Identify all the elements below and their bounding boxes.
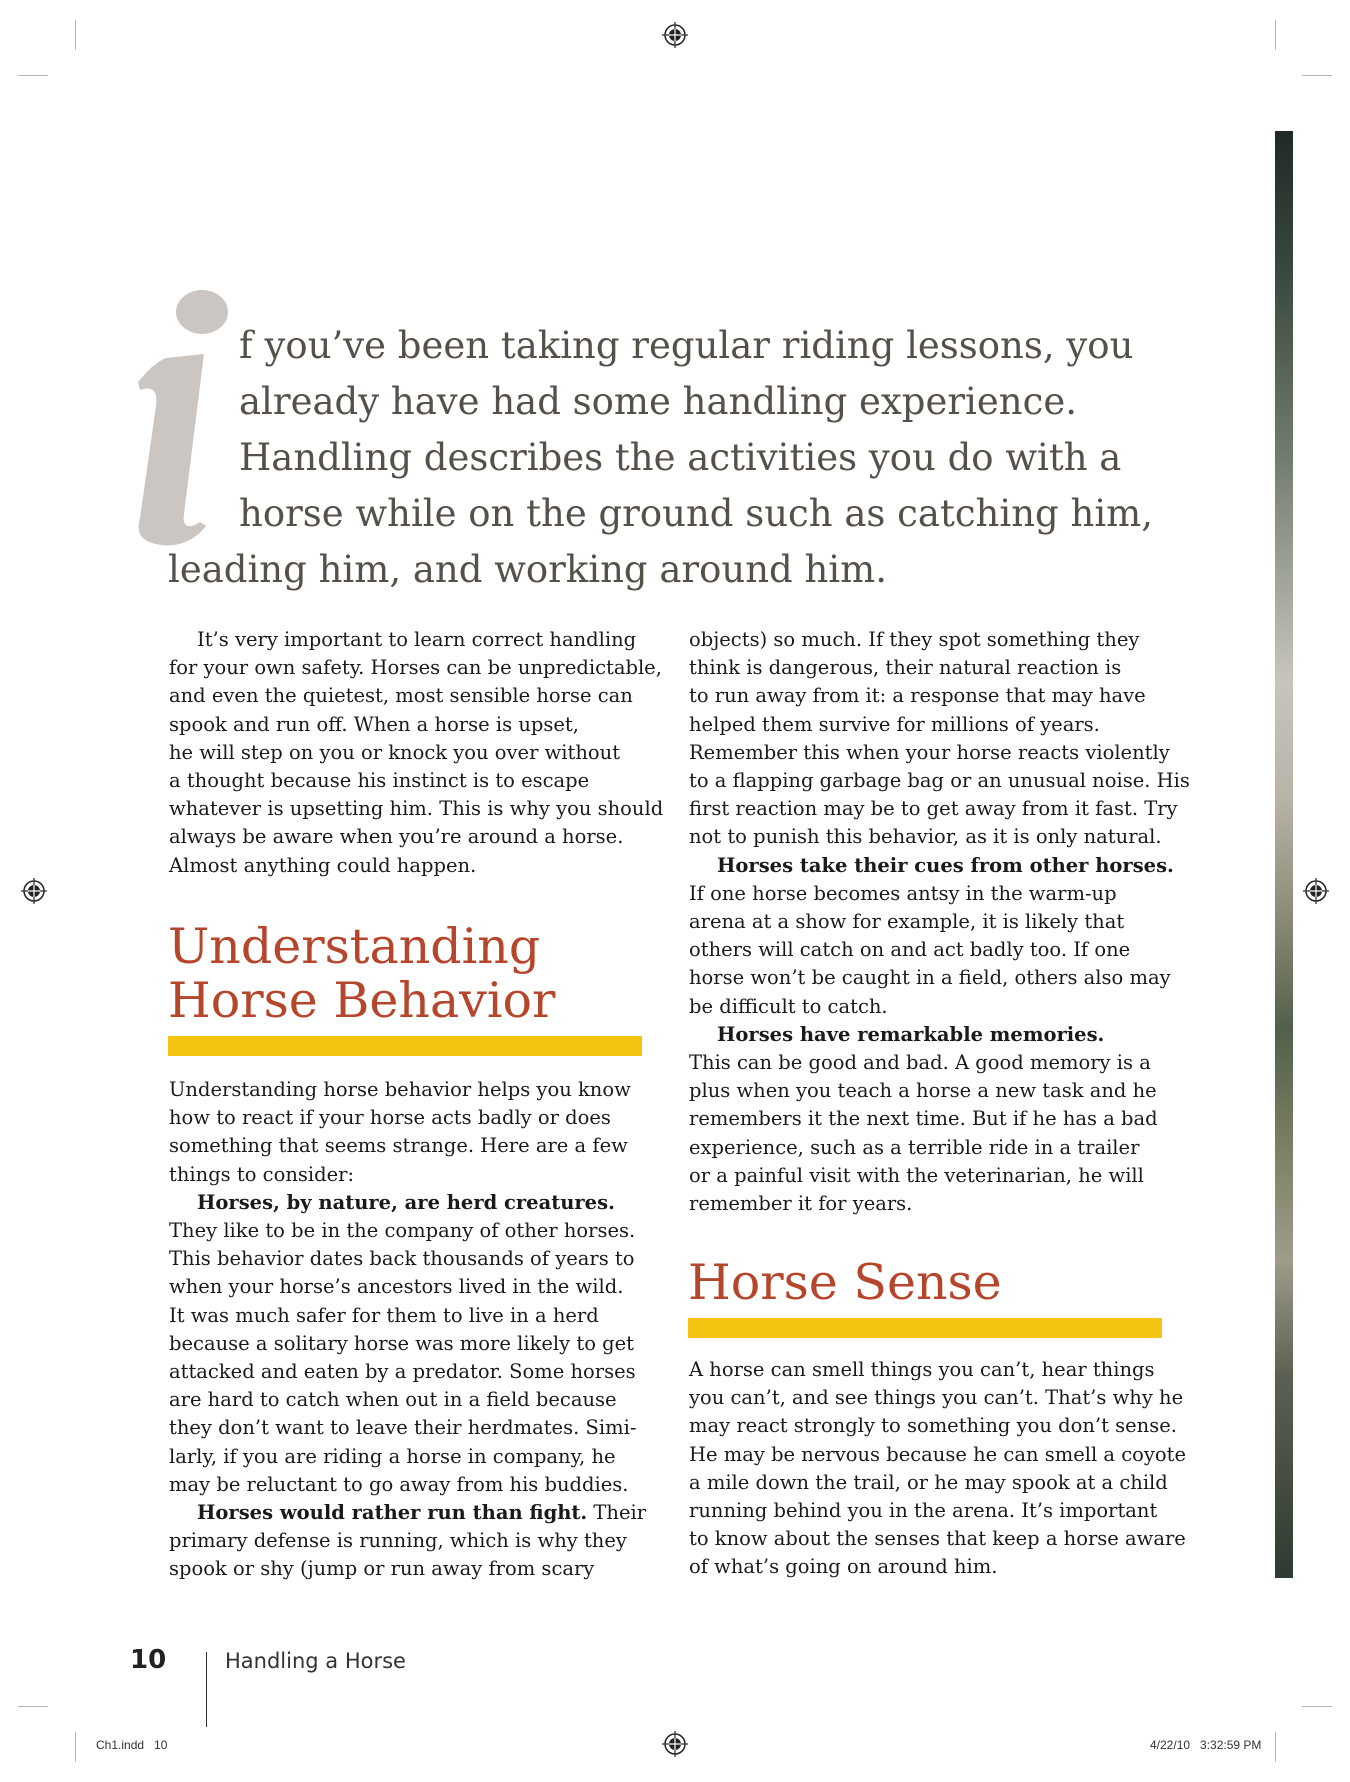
bold-lead: Horses have remarkable memories.	[717, 1022, 1105, 1046]
intro-line: leading him, and working around him.	[168, 548, 887, 591]
body-line: remembers it the next time. But if he has a bad	[689, 1107, 1158, 1131]
page-number: 10	[130, 1645, 167, 1675]
body-line: not to punish this behavior, as it is only natural.	[689, 825, 1162, 849]
left-column-bottom	[169, 1076, 646, 1584]
registration-mark-icon	[662, 1731, 688, 1757]
crop-mark	[1302, 1706, 1332, 1707]
footer-divider	[206, 1652, 207, 1727]
bold-lead: Horses would rather run than fight.	[197, 1501, 588, 1525]
body-line: objects) so much. If they spot something they	[689, 628, 1140, 651]
crop-mark	[18, 75, 48, 76]
lead-tail: Their	[587, 1501, 647, 1525]
body-line: Understanding horse behavior helps you know	[169, 1078, 631, 1101]
crop-mark	[75, 20, 76, 50]
body-line: may react strongly to something you don’t sense.	[689, 1414, 1177, 1438]
registration-mark-icon	[21, 878, 47, 904]
body-line: whatever is upsetting him. This is why you should	[169, 797, 664, 821]
body-line: primary defense is running, which is why they	[169, 1529, 627, 1553]
body-line: A horse can smell things you can’t, hear things	[689, 1358, 1155, 1381]
body-line: be difficult to catch.	[689, 994, 888, 1018]
heading-line: Horse Behavior	[168, 972, 556, 1029]
crop-mark	[1302, 75, 1332, 76]
right-column-bottom	[689, 1356, 1186, 1582]
body-line: remember it for years.	[689, 1192, 913, 1216]
heading-line: Understanding	[168, 918, 541, 975]
body-line: because a solitary horse was more likely to get	[169, 1331, 635, 1355]
bold-lead: Horses, by nature, are herd creatures.	[197, 1190, 615, 1214]
intro-paragraph	[168, 318, 1153, 598]
intro-line: f you’ve been taking regular riding lessons, you	[239, 324, 1134, 367]
body-line: to a flapping garbage bag or an unusual noise. His	[689, 769, 1190, 793]
body-line: think is dangerous, their natural reaction is	[689, 656, 1122, 680]
intro-line: already have had some handling experience.	[239, 380, 1077, 423]
body-line: It was much safer for them to live in a herd	[169, 1303, 599, 1327]
slug-date-info: 4/22/10 3:32:59 PM	[1150, 1738, 1262, 1752]
body-line: They like to be in the company of other horses.	[169, 1219, 636, 1243]
intro-line: Handling describes the activities you do with a	[239, 436, 1122, 479]
right-column-top	[689, 626, 1190, 1218]
body-line: of what’s going on around him.	[689, 1555, 998, 1579]
registration-mark-icon	[1303, 878, 1329, 904]
body-line: spook or shy (jump or run away from scary	[169, 1557, 595, 1581]
body-line: He may be nervous because he can smell a coyote	[689, 1442, 1187, 1466]
section-heading-horse-behavior	[168, 920, 555, 1028]
section-heading-horse-sense: Horse Sense	[688, 1254, 1002, 1311]
bold-lead: Horses take their cues from other horses.	[717, 853, 1174, 877]
body-line: always be aware when you’re around a horse.	[169, 825, 624, 849]
body-line: for your own safety. Horses can be unpredictable,	[169, 656, 662, 680]
body-line-lead	[169, 1499, 646, 1527]
body-line: experience, such as a terrible ride in a trailer	[689, 1135, 1140, 1159]
body-line-lead	[689, 1021, 1190, 1049]
body-line: when your horse’s ancestors lived in the wild.	[169, 1275, 624, 1299]
body-line: how to react if your horse acts badly or does	[169, 1106, 611, 1130]
crop-mark	[75, 1732, 76, 1762]
registration-mark-icon	[662, 22, 688, 48]
body-line: first reaction may be to get away from it fast. Try	[689, 797, 1178, 821]
body-line: This can be good and bad. A good memory is a	[689, 1051, 1151, 1075]
crop-mark	[1275, 20, 1276, 50]
body-line: If one horse becomes antsy in the warm-up	[689, 881, 1117, 905]
body-line: arena at a show for example, it is likely that	[689, 910, 1125, 934]
body-line: others will catch on and act badly too. If one	[689, 938, 1131, 962]
body-line: horse won’t be caught in a field, others also may	[689, 966, 1171, 990]
body-line: helped them survive for millions of years.	[689, 712, 1100, 736]
body-line: they don’t want to leave their herdmates. Simi-	[169, 1416, 637, 1440]
body-line: something that seems strange. Here are a few	[169, 1134, 628, 1158]
body-line: larly, if you are riding a horse in company, he	[169, 1444, 616, 1468]
body-line: This behavior dates back thousands of years to	[169, 1247, 635, 1271]
body-line: spook and run off. When a horse is upset,	[169, 712, 579, 736]
body-line: Almost anything could happen.	[169, 853, 477, 877]
body-line: running behind you in the arena. It’s important	[689, 1499, 1158, 1523]
body-line: to know about the senses that keep a horse aware	[689, 1527, 1186, 1551]
slug-file-info: Ch1.indd 10	[96, 1738, 168, 1752]
photo-edge	[1275, 131, 1293, 1578]
heading-highlight-bar	[168, 1036, 642, 1056]
body-line: may be reluctant to go away from his buddies.	[169, 1472, 629, 1496]
body-line-lead	[169, 1189, 646, 1217]
body-line: he will step on you or knock you over without	[169, 740, 621, 764]
body-line: are hard to catch when out in a field because	[169, 1388, 617, 1412]
body-line: attacked and eaten by a predator. Some horses	[169, 1360, 636, 1384]
body-line: you can’t, and see things you can’t. That’s why he	[689, 1386, 1184, 1410]
body-line: a thought because his instinct is to escape	[169, 769, 590, 793]
body-line: to run away from it: a response that may have	[689, 684, 1146, 708]
body-line: or a painful visit with the veterinarian, he will	[689, 1163, 1144, 1187]
crop-mark	[18, 1706, 48, 1707]
left-column-top	[169, 626, 663, 880]
body-line: It’s very important to learn correct handling	[197, 628, 637, 651]
heading-highlight-bar	[688, 1318, 1162, 1338]
body-line: plus when you teach a horse a new task and he	[689, 1079, 1157, 1103]
body-line: things to consider:	[169, 1162, 355, 1186]
body-line: Remember this when your horse reacts violently	[689, 740, 1170, 764]
body-line: and even the quietest, most sensible horse can	[169, 684, 633, 708]
crop-mark	[1275, 1732, 1276, 1762]
intro-line: horse while on the ground such as catching him,	[239, 492, 1153, 535]
body-line: a mile down the trail, or he may spook at a child	[689, 1470, 1168, 1494]
body-line-lead	[689, 852, 1190, 880]
running-head: Handling a Horse	[225, 1649, 406, 1673]
